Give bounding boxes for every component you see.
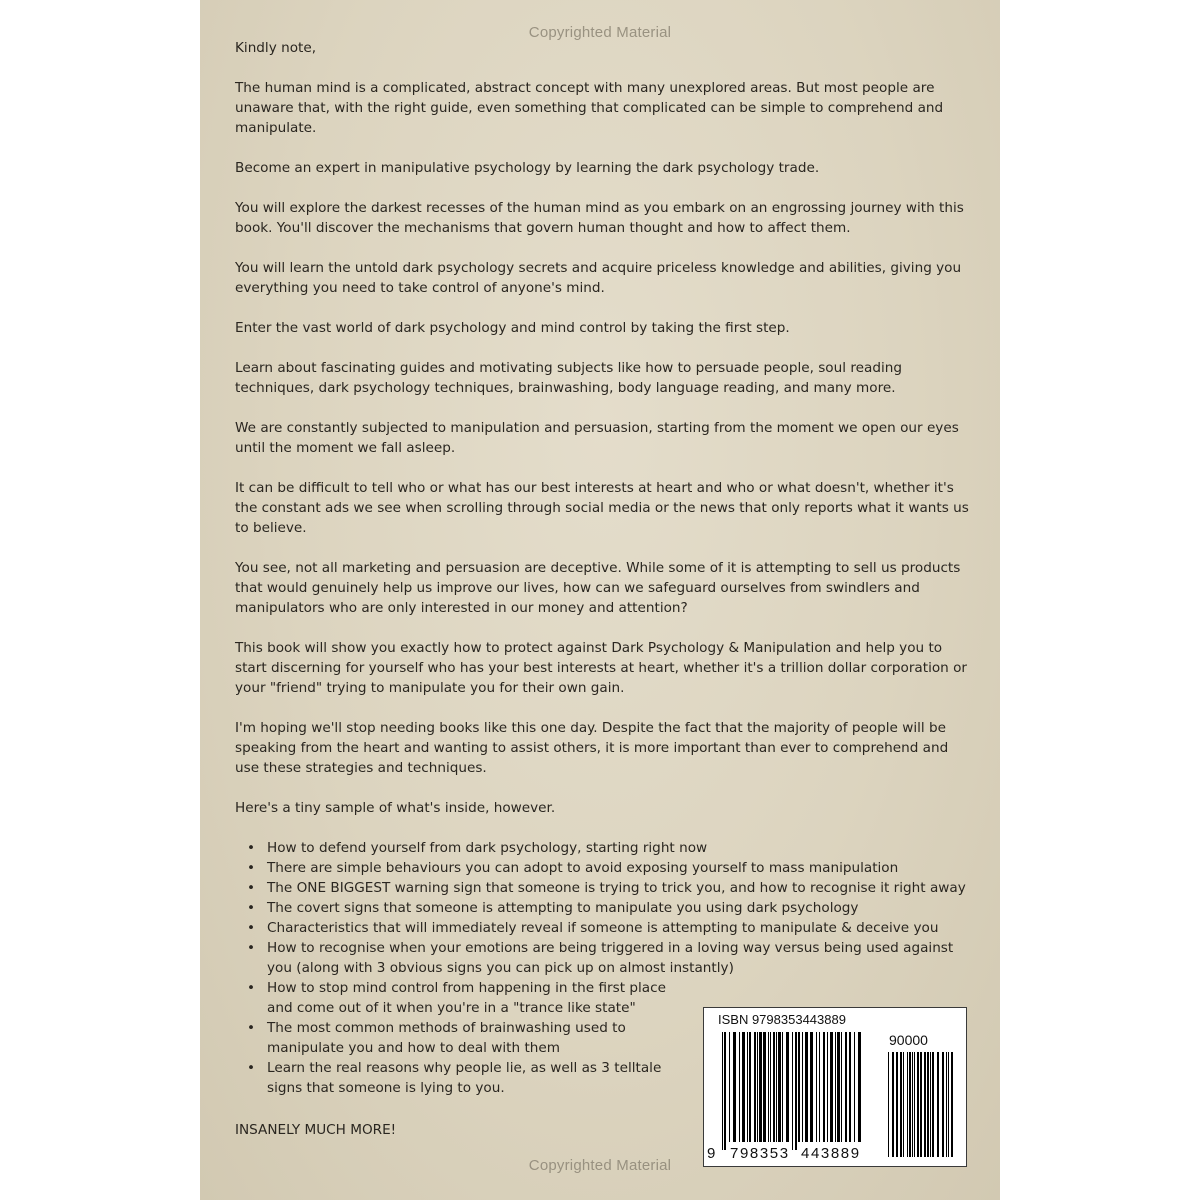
- barcode-bar: [805, 1032, 808, 1142]
- barcode-bar: [795, 1032, 797, 1150]
- list-item: • How to stop mind control from happening in the first place and come out of it when you're in a "trance like state": [267, 978, 687, 1018]
- list-item: • The most common methods of brainwashing used to manipulate you and how to deal with them: [267, 1018, 687, 1058]
- paragraph: The human mind is a complicated, abstract concept with many unexplored areas. But most people are unaware that, with the right guide, even something that complicated can be simple to comprehend and manipulate.: [235, 80, 944, 136]
- barcode-addon-bar: [927, 1052, 929, 1157]
- barcode-bar: [858, 1032, 861, 1142]
- barcode-bar: [798, 1032, 800, 1142]
- isbn-barcode: [703, 1007, 967, 1167]
- barcode-addon-bar: [946, 1052, 947, 1157]
- barcode-bar: [757, 1032, 758, 1142]
- paragraph: Kindly note,: [235, 40, 317, 56]
- barcode-bar: [782, 1032, 783, 1142]
- barcode-bar: [754, 1032, 756, 1142]
- barcode-bar: [763, 1032, 766, 1142]
- book-back-cover: [200, 0, 1000, 1200]
- price-code: 90000: [889, 1032, 928, 1048]
- watermark-bottom: Copyrighted Material: [528, 1157, 672, 1174]
- barcode-bar: [770, 1032, 771, 1142]
- barcode-bar: [776, 1032, 777, 1142]
- barcode-bar: [722, 1032, 723, 1150]
- barcode-bar: [802, 1032, 803, 1142]
- barcode-bar: [849, 1032, 851, 1142]
- barcode-bar: [792, 1032, 793, 1150]
- list-item: • Learn the real reasons why people lie, as well as 3 telltale signs that someone is lying to you.: [267, 1058, 687, 1098]
- barcode-bar: [827, 1032, 828, 1142]
- barcode-bar: [819, 1032, 820, 1142]
- blurb-text: [235, 38, 970, 1098]
- paragraph: You see, not all marketing and persuasion are deceptive. While some of it is attempting to sell us products that would genuinely help us improve our lives, how can we safeguard ourselves from swindlers and manipulators who are only interested in our money and attention?: [235, 560, 961, 616]
- barcode-bar: [830, 1032, 833, 1142]
- paragraph: Learn about fascinating guides and motivating subjects like how to persuade people, soul reading techniques, dark psychology techniques, brainwashing, body language reading, and many more.: [235, 360, 902, 396]
- barcode-digit-group1: 798353: [730, 1145, 790, 1162]
- barcode-bars: [704, 1008, 966, 1166]
- barcode-bar: [747, 1032, 748, 1142]
- isbn-label: ISBN 9798353443889: [718, 1012, 846, 1027]
- barcode-addon-bar: [892, 1052, 894, 1157]
- barcode-addon-bar: [912, 1052, 913, 1157]
- barcode-addon-bar: [924, 1052, 926, 1157]
- barcode-addon-bar: [896, 1052, 898, 1157]
- paragraph: Become an expert in manipulative psychology by learning the dark psychology trade.: [235, 160, 820, 176]
- list-item: • How to recognise when your emotions are being triggered in a loving way versus being used against you (along with 3 obvious signs you can pick up on almost instantly): [267, 938, 970, 978]
- barcode-addon-bar: [914, 1052, 915, 1157]
- list-item: • The covert signs that someone is attempting to manipulate you using dark psychology: [267, 898, 970, 918]
- barcode-addon-bar: [951, 1052, 953, 1157]
- barcode-bar: [854, 1032, 855, 1142]
- barcode-bar: [759, 1032, 762, 1142]
- barcode-addon-bar: [932, 1052, 934, 1157]
- barcode-addon-bar: [942, 1052, 944, 1157]
- barcode-bar: [810, 1032, 813, 1142]
- barcode-bar: [749, 1032, 751, 1142]
- list-item: • Characteristics that will immediately reveal if someone is attempting to manipulate & deceive you: [267, 918, 970, 938]
- barcode-addon-bar: [903, 1052, 904, 1157]
- watermark-top: Copyrighted Material: [528, 24, 672, 41]
- barcode-bar: [724, 1032, 726, 1150]
- barcode-addon-bar: [948, 1052, 949, 1157]
- barcode-bar: [816, 1032, 817, 1142]
- barcode-addon-bar: [907, 1052, 908, 1157]
- list-item: • There are simple behaviours you can adopt to avoid exposing yourself to mass manipulation: [267, 858, 970, 878]
- barcode-addon-bar: [917, 1052, 919, 1157]
- barcode-bar: [786, 1032, 789, 1142]
- paragraph: It can be difficult to tell who or what has our best interests at heart and who or what doesn't, whether it's the constant ads we see when scrolling through social media or the news that only reports what it wants us to believe.: [235, 480, 969, 536]
- barcode-bar: [778, 1032, 781, 1142]
- barcode-bar: [768, 1032, 769, 1142]
- barcode-digit-group2: 443889: [801, 1145, 861, 1162]
- barcode-addon-bar: [920, 1052, 922, 1157]
- paragraph: I'm hoping we'll stop needing books like this one day. Despite the fact that the majority of people will be speaking from the heart and wanting to assist others, it is more important than ever to comprehend and use these strategies and techniques.: [235, 720, 949, 776]
- barcode-bar: [837, 1032, 840, 1142]
- list-item: • How to defend yourself from dark psychology, starting right now: [267, 838, 970, 858]
- barcode-bar: [742, 1032, 745, 1142]
- barcode-addon-bar: [937, 1052, 939, 1157]
- paragraph: You will explore the darkest recesses of the human mind as you embark on an engrossing journey with this book. You'll discover the mechanisms that govern human thought and how to affect them.: [235, 200, 964, 236]
- barcode-bar: [773, 1032, 775, 1142]
- barcode-addon-bar: [900, 1052, 902, 1157]
- barcode-bar: [823, 1032, 825, 1142]
- paragraph: This book will show you exactly how to protect against Dark Psychology & Manipulation and help you to start discerning for yourself who has your best interests at heart, whether it's a trillion dollar corporation or your "friend" trying to manipulate you for their own gain.: [235, 640, 968, 696]
- barcode-addon-bar: [888, 1052, 889, 1157]
- barcode-addon-bar: [909, 1052, 911, 1157]
- barcode-bar: [733, 1032, 736, 1142]
- closing-line: INSANELY MUCH MORE!: [235, 1122, 397, 1138]
- barcode-bar: [841, 1032, 842, 1142]
- paragraph: We are constantly subjected to manipulation and persuasion, starting from the moment we open our eyes until the moment we fall asleep.: [235, 420, 959, 456]
- paragraph: Enter the vast world of dark psychology and mind control by taking the first step.: [235, 320, 790, 336]
- paragraph: You will learn the untold dark psychology secrets and acquire priceless knowledge and abilities, giving you everything you need to take control of anyone's mind.: [235, 260, 962, 296]
- barcode-bar: [835, 1032, 836, 1142]
- barcode-digit-first: 9: [707, 1145, 717, 1162]
- barcode-bar: [739, 1032, 740, 1142]
- list-item: • The ONE BIGGEST warning sign that someone is trying to trick you, and how to recognise it right away: [267, 878, 970, 898]
- paragraph: Here's a tiny sample of what's inside, however.: [235, 800, 556, 816]
- barcode-bar: [729, 1032, 730, 1142]
- barcode-bar: [845, 1032, 847, 1142]
- barcode-addon-bar: [930, 1052, 931, 1157]
